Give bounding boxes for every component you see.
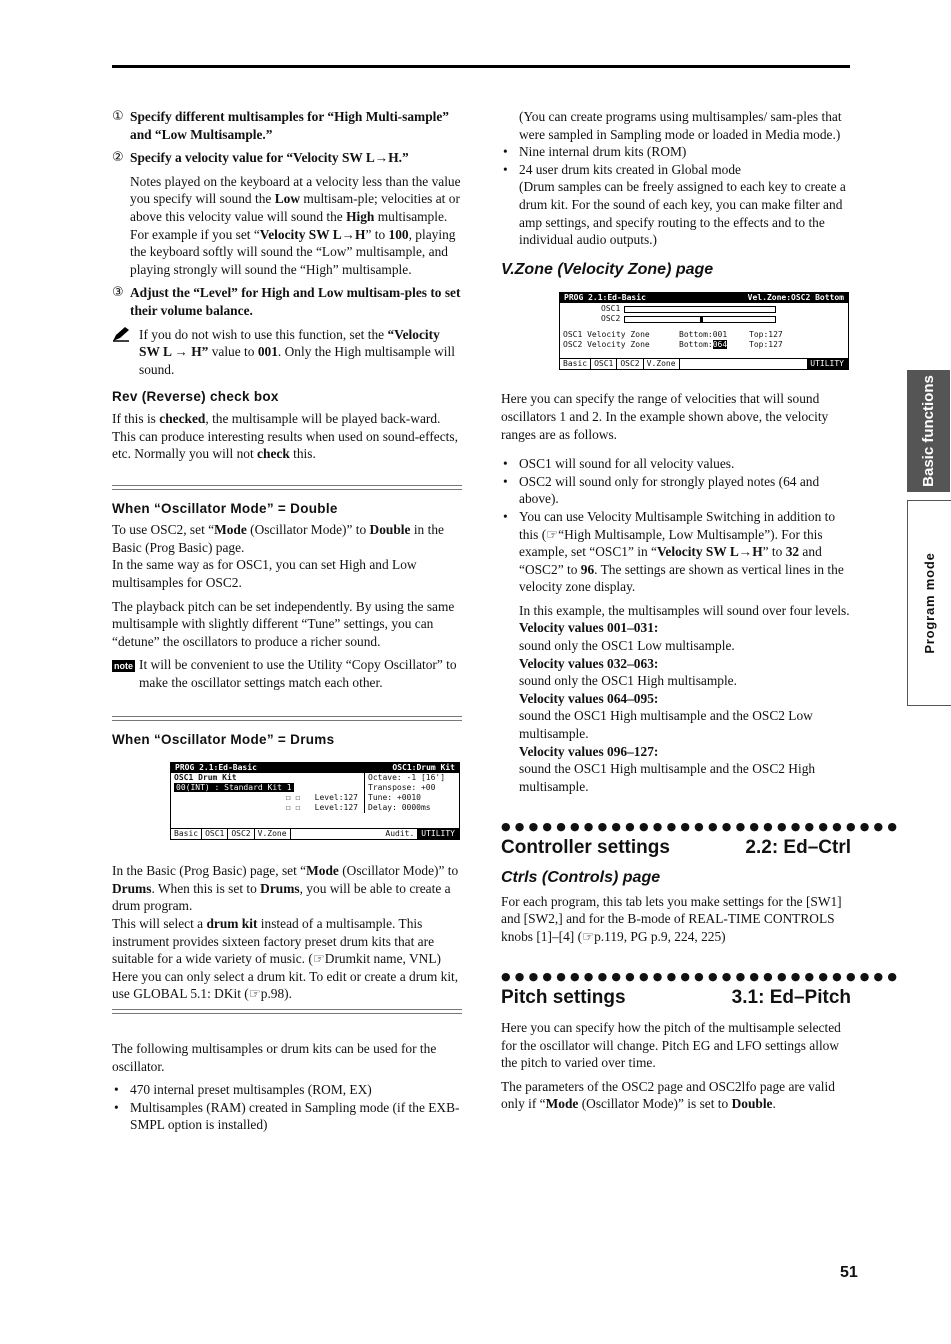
lcd-tab: UTILITY bbox=[418, 829, 459, 839]
lcd-tab: OSC1 bbox=[202, 829, 228, 839]
section-title: Pitch settings bbox=[501, 987, 626, 1009]
lcd-tab: V.Zone bbox=[255, 829, 291, 839]
drum-kit-lcd-screenshot: PROG 2.1:Ed-Basic OSC1:Drum Kit OSC1 Drum Kit 00(INT) : Standard Kit 1 ☐ ☐ Level:127 ☐ ☐ Level:127 Octave: -1 [16'] Transpose: +00 Tune: +0010 Delay: 0000ms Basic OSC1 OSC2 V.Zone Audit. UTILITY bbox=[170, 762, 460, 840]
divider bbox=[112, 716, 462, 721]
list-item: • Multisamples (RAM) created in Sampling mode (if the EXB-SMPL option is installed) bbox=[112, 1099, 462, 1134]
list-item: • You can use Velocity Multisample Switching in addition to this (☞“High Multisample, Low Multisample”). For this example, set “OSC1” in “Velocity SW L→H” to 32 and “OSC2” to 96. The settings are shown as vertical lines in the velocity zone display. bbox=[501, 508, 851, 596]
pitch-section-header bbox=[501, 989, 851, 1007]
step-2: ② Specify a velocity value for “Velocity SW L→H.” bbox=[112, 150, 409, 166]
ctrls-text: For each program, this tab lets you make settings for the [SW1] and [SW2,] and for the B-mode of REAL-TIME CONTROLS knobs [1]–[4] (☞p.119, PG p.9, 224, 225) bbox=[501, 893, 842, 944]
list-item: • OSC2 will sound only for strongly played notes (64 and above). bbox=[501, 473, 851, 508]
left-column bbox=[112, 108, 462, 1140]
lcd-tab: OSC1 bbox=[591, 359, 617, 369]
note-box bbox=[112, 656, 462, 691]
section-dots: ●●●●●●●●●●●●●●●●●●●●●●●●●●●●● bbox=[501, 970, 902, 984]
continued-text: (You can create programs using multisamples/ sam-ples that were sampled in Sampling mode or loaded in Media mode.) bbox=[519, 109, 842, 142]
lcd-tab: OSC2 bbox=[617, 359, 643, 369]
controller-section-header bbox=[501, 839, 851, 857]
double-p3: The playback pitch can be set independently. By using the same multisample with slightly different “Tune” settings, you can “detune” the oscillators to produce a richer sound. bbox=[112, 598, 455, 649]
right-column bbox=[501, 108, 902, 1119]
note-icon: note bbox=[114, 661, 133, 672]
pencil-icon bbox=[112, 326, 139, 379]
note-text: It will be convenient to use the Utility “Copy Oscillator” to make the oscillator settings match each other. bbox=[139, 657, 457, 691]
divider bbox=[112, 485, 462, 490]
lcd-tab: Basic bbox=[171, 829, 202, 839]
lcd-tab: V.Zone bbox=[644, 359, 680, 369]
page-number: 51 bbox=[840, 1264, 858, 1281]
drum-kit-note: (Drum samples can be freely assigned to each key to create a drum kit. For the sound of each key, you can make filter and amp settings, and specify routing to the effects and to the individual audio outputs.) bbox=[519, 179, 846, 248]
follow-list bbox=[112, 1081, 462, 1134]
divider bbox=[112, 1009, 462, 1014]
lcd-tab: Audit. bbox=[382, 829, 418, 839]
list-item: • OSC1 will sound for all velocity values. bbox=[501, 455, 851, 473]
section-title: Controller settings bbox=[501, 837, 670, 859]
double-heading: When “Oscillator Mode” = Double bbox=[112, 500, 338, 516]
step-3: ③ Adjust the “Level” for High and Low multisam-ples to set their volume balance. bbox=[112, 285, 461, 318]
rev-heading: Rev (Reverse) check box bbox=[112, 389, 279, 405]
drum-kit-list bbox=[501, 143, 851, 178]
drums-p2: This will select a drum kit instead of a multisample. This instrument provides sixteen factory preset drum kits that are suitable for a wide variety of music. (☞Drumkit name, VNL) bbox=[112, 916, 441, 967]
section-code: 2.2: Ed–Ctrl bbox=[745, 837, 851, 859]
drums-p3: Here you can only select a drum kit. To edit or create a drum kit, use GLOBAL 5.1: DKit (☞p.98). bbox=[112, 968, 459, 1002]
double-p2: In the same way as for OSC1, you can set High and Low multisamples for OSC2. bbox=[112, 557, 417, 591]
vzone-heading: V.Zone (Velocity Zone) page bbox=[501, 260, 714, 278]
list-item: • 470 internal preset multisamples (ROM, EX) bbox=[112, 1081, 462, 1099]
double-p1: To use OSC2, set “Mode (Oscillator Mode)” to Double in the Basic (Prog Basic) page. bbox=[112, 522, 444, 555]
step-1: ① Specify different multisamples for “High Multi-sample” and “Low Multisample.” bbox=[112, 109, 450, 142]
list-item: • Nine internal drum kits (ROM) bbox=[501, 143, 851, 161]
side-tab-program-mode: Program mode bbox=[907, 500, 951, 706]
tip-box bbox=[112, 326, 462, 379]
tip-text: If you do not wish to use this function, set the “Velocity SW L → H” value to 001. Only the High multisample will sound. bbox=[139, 326, 455, 377]
vzone-p1: Here you can specify the range of velocities that will sound oscillators 1 and 2. In the example shown above, the velocity ranges are as follows. bbox=[501, 391, 829, 442]
follow-text: The following multisamples or drum kits can be used for the oscillator. bbox=[112, 1040, 437, 1074]
vzone-list bbox=[501, 455, 851, 596]
pitch-p2: The parameters of the OSC2 page and OSC2lfo page are valid only if “Mode (Oscillator Mode)” is set to Double. bbox=[501, 1078, 835, 1112]
side-tab-basic-functions: Basic functions bbox=[907, 370, 950, 492]
pitch-p1: Here you can specify how the pitch of the multisample selected for the oscillator will change. Pitch EG and LFO settings allow the pitch to varied over time. bbox=[501, 1019, 841, 1071]
lcd-tab: OSC2 bbox=[228, 829, 254, 839]
lcd-tab: Basic bbox=[560, 359, 591, 369]
list-item: • 24 user drum kits created in Global mode bbox=[501, 161, 851, 179]
velocity-zone-lcd-screenshot: PROG 2.1:Ed-Basic Vel.Zone:OSC2 Bottom OSC1 OSC2 OSC1 Velocity Zone Bottom:001 Top:127 OSC2 Velocity Zone Bottom:064 Top:127 Basic OSC1 OSC2 V.Zone UTILITY bbox=[559, 292, 849, 370]
drums-heading: When “Oscillator Mode” = Drums bbox=[112, 731, 335, 747]
velocity-levels: In this example, the multisamples will sound over four levels. Velocity values 001–031: sound only the OSC1 Low multisample. Velocity values 032–063: sound only the OSC1 High multisample. Velocity values 064–095: sound the OSC1 High multisample and the OSC2 Low multisample. Velocity values 096–127: sound the OSC1 High multisample and the OSC2 High multisample. bbox=[519, 602, 850, 794]
drums-p1: In the Basic (Prog Basic) page, set “Mode (Oscillator Mode)” to Drums. When this is set to Drums, you will be able to create a drum program. bbox=[112, 863, 459, 914]
ctrls-heading: Ctrls (Controls) page bbox=[501, 869, 661, 886]
step-2-body-1: Notes played on the keyboard at a velocity less than the value you specify will sound the Low multisam-ple; velocities at or above this velocity value will sound the High multisample. For example if you set “Velocity SW L→H” to 100, playing the keyboard softly will sound the “Low” multisample, and playing strongly will sound the “High” multisample. bbox=[130, 173, 461, 277]
top-rule bbox=[112, 65, 850, 68]
section-dots: ●●●●●●●●●●●●●●●●●●●●●●●●●●●●● bbox=[501, 820, 902, 834]
lcd-tab: UTILITY bbox=[807, 359, 848, 369]
rev-text: If this is checked, the multisample will be played back-ward. This can produce interesting results when used on sound-effects, etc. Normally you will not check this. bbox=[112, 410, 458, 462]
section-code: 3.1: Ed–Pitch bbox=[731, 987, 851, 1009]
